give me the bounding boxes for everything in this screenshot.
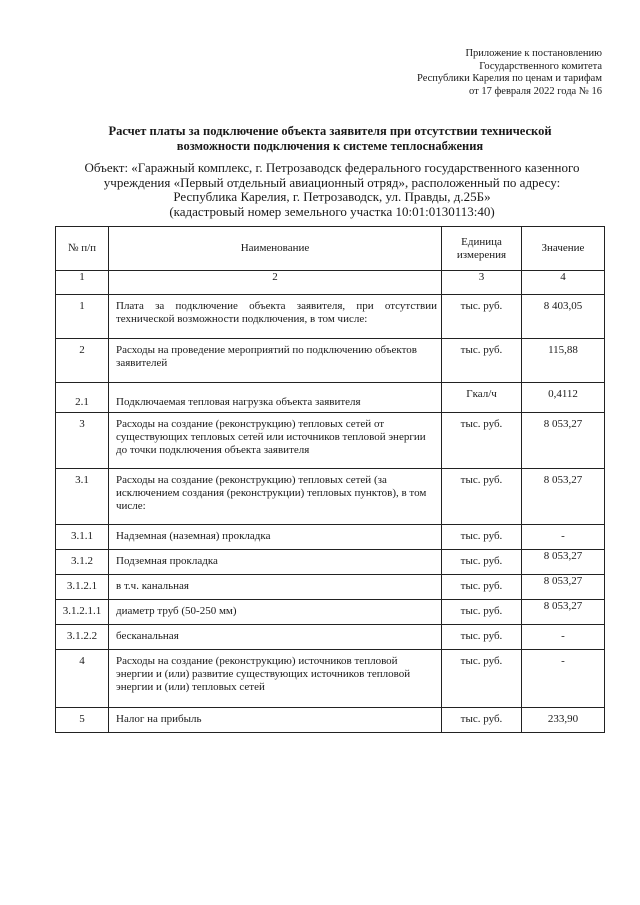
row-unit: тыс. руб. bbox=[442, 339, 522, 383]
title-line: Расчет платы за подключение объекта заявителя при отсутствии технической bbox=[108, 124, 552, 138]
row-value: 8 403,05 bbox=[522, 295, 605, 339]
row-num: 2.1 bbox=[56, 383, 109, 413]
row-num: 3.1.2.1 bbox=[56, 575, 109, 600]
row-value: 8 053,27 bbox=[522, 600, 605, 625]
object-line: Республика Карелия, г. Петрозаводск, ул. Правды, д.25Б» bbox=[173, 189, 491, 204]
row-name: бесканальная bbox=[109, 625, 442, 650]
row-unit: тыс. руб. bbox=[442, 650, 522, 708]
row-value: - bbox=[522, 650, 605, 708]
calculation-table bbox=[55, 226, 605, 733]
row-unit: тыс. руб. bbox=[442, 469, 522, 525]
appendix-header bbox=[342, 48, 602, 98]
table-row bbox=[56, 413, 605, 469]
appendix-line: Государственного комитета bbox=[479, 60, 602, 72]
header-unit bbox=[442, 227, 522, 271]
row-num: 5 bbox=[56, 708, 109, 733]
row-unit: тыс. руб. bbox=[442, 708, 522, 733]
table-header-row bbox=[56, 227, 605, 271]
title-line: возможности подключения к системе теплоснабжения bbox=[176, 139, 484, 153]
row-name: диаметр труб (50-250 мм) bbox=[109, 600, 442, 625]
row-num: 2 bbox=[56, 339, 109, 383]
object-description bbox=[58, 161, 606, 219]
header-unit-line1: Единица bbox=[461, 235, 502, 248]
row-value: 8 053,27 bbox=[522, 550, 605, 575]
row-name: Расходы на создание (реконструкцию) тепловых сетей от существующих тепловых сетей или источников тепловой энергии до точки подключения объекта заявителя bbox=[109, 413, 442, 469]
row-unit: тыс. руб. bbox=[442, 295, 522, 339]
column-number: 3 bbox=[442, 271, 522, 295]
row-unit: тыс. руб. bbox=[442, 575, 522, 600]
row-value: - bbox=[522, 525, 605, 550]
row-value: 8 053,27 bbox=[522, 469, 605, 525]
table-row bbox=[56, 600, 605, 625]
row-value: 233,90 bbox=[522, 708, 605, 733]
row-num: 1 bbox=[56, 295, 109, 339]
row-num: 3.1.2.1.1 bbox=[56, 600, 109, 625]
column-number: 1 bbox=[56, 271, 109, 295]
column-number: 2 bbox=[109, 271, 442, 295]
row-unit: тыс. руб. bbox=[442, 525, 522, 550]
table-row bbox=[56, 525, 605, 550]
row-name: Подземная прокладка bbox=[109, 550, 442, 575]
table-row bbox=[56, 550, 605, 575]
row-name: Подключаемая тепловая нагрузка объекта заявителя bbox=[109, 383, 442, 413]
appendix-line: Приложение к постановлению bbox=[465, 48, 602, 59]
column-number-row bbox=[56, 271, 605, 295]
row-value: 8 053,27 bbox=[522, 413, 605, 469]
row-name: Надземная (наземная) прокладка bbox=[109, 525, 442, 550]
header-num: № п/п bbox=[56, 227, 109, 271]
row-value: - bbox=[522, 625, 605, 650]
table-row bbox=[56, 575, 605, 600]
object-line: (кадастровый номер земельного участка 10:01:0130113:40) bbox=[169, 203, 495, 219]
row-name: Налог на прибыль bbox=[109, 708, 442, 733]
row-unit: Гкал/ч bbox=[442, 383, 522, 413]
row-value: 8 053,27 bbox=[522, 575, 605, 600]
table-row bbox=[56, 295, 605, 339]
row-num: 3.1 bbox=[56, 469, 109, 525]
appendix-line: Республики Карелия по ценам и тарифам bbox=[417, 73, 602, 84]
row-name: Расходы на создание (реконструкцию) источников тепловой энергии и (или) развитие существующих источников тепловой энергии и (или) тепловых сетей bbox=[109, 650, 442, 708]
header-value: Значение bbox=[522, 227, 605, 271]
object-line: учреждения «Первый отдельный авиационный отряд», расположенный по адресу: bbox=[103, 174, 561, 190]
row-name: Расходы на создание (реконструкцию) тепловых сетей (за исключением создания (реконструкции) тепловых пунктов), в том числе: bbox=[109, 469, 442, 525]
row-unit: тыс. руб. bbox=[442, 600, 522, 625]
row-unit: тыс. руб. bbox=[442, 413, 522, 469]
row-num: 3.1.2 bbox=[56, 550, 109, 575]
row-unit: тыс. руб. bbox=[442, 625, 522, 650]
table-row bbox=[56, 339, 605, 383]
appendix-line: от 17 февраля 2022 года № 16 bbox=[469, 85, 602, 97]
object-line: Объект: «Гаражный комплекс, г. Петрозаводск федерального государственного казенного bbox=[84, 160, 580, 175]
row-num: 3 bbox=[56, 413, 109, 469]
row-name: Плата за подключение объекта заявителя, при отсутствии технической возможности подключения, в том числе: bbox=[109, 295, 442, 339]
table-row bbox=[56, 650, 605, 708]
document-title bbox=[60, 124, 600, 154]
row-num: 3.1.2.2 bbox=[56, 625, 109, 650]
row-num: 3.1.1 bbox=[56, 525, 109, 550]
table-row bbox=[56, 469, 605, 525]
row-num: 4 bbox=[56, 650, 109, 708]
table-row bbox=[56, 708, 605, 733]
row-name: в т.ч. канальная bbox=[109, 575, 442, 600]
header-unit-line2: измерения bbox=[456, 248, 507, 261]
table-row bbox=[56, 625, 605, 650]
row-value: 0,4112 bbox=[522, 383, 605, 413]
row-unit: тыс. руб. bbox=[442, 550, 522, 575]
column-number: 4 bbox=[522, 271, 605, 295]
row-value: 115,88 bbox=[522, 339, 605, 383]
row-name: Расходы на проведение мероприятий по подключению объектов заявителей bbox=[109, 339, 442, 383]
table-row bbox=[56, 383, 605, 413]
header-name: Наименование bbox=[109, 227, 442, 271]
